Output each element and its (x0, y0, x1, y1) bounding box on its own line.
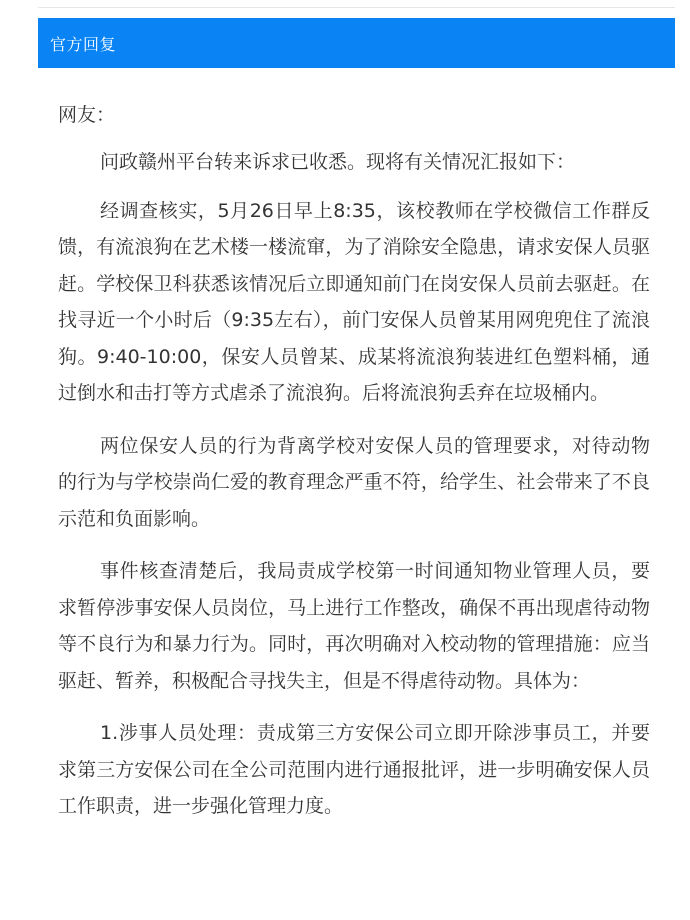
reply-paragraph-item-1: 1.涉事人员处理：责成第三方安保公司立即开除涉事员工，并要求第三方安保公司在全公司范围内进行通报批评，进一步明确安保人员工作职责，进一步强化管理力度。 (58, 722, 650, 817)
official-reply-header (38, 18, 675, 68)
official-reply-body (58, 96, 650, 841)
top-divider (38, 7, 675, 8)
salutation: 网友： (58, 104, 116, 126)
reply-paragraph-measures: 事件核查清楚后，我局责成学校第一时间通知物业管理人员，要求暂停涉事安保人员岗位，马上进行工作整改，确保不再出现虐待动物等不良行为和暴力行为。同时，再次明确对入校动物的管理措施：应当驱赶、暂养，积极配合寻找失主，但是不得虐待动物。具体为： (58, 560, 650, 692)
reply-paragraph-assessment: 两位保安人员的行为背离学校对安保人员的管理要求，对待动物的行为与学校崇尚仁爱的教育理念严重不符，给学生、社会带来了不良示范和负面影响。 (58, 434, 650, 530)
reply-paragraph-investigation: 经调查核实，5月26日早上8:35，该校教师在学校微信工作群反馈，有流浪狗在艺术楼一楼流窜，为了消除安全隐患，请求安保人员驱赶。学校保卫科获悉该情况后立即通知前门在岗安保人员前去驱赶。在找寻近一个小时后（9:35左右），前门安保人员曾某用网兜兜住了流浪狗。9:40-10:00，保安人员曾某、成某将流浪狗装进红色塑料桶，通过倒水和击打等方式虐杀了流浪狗。后将流浪狗丢弃在垃圾桶内。 (58, 199, 650, 404)
official-reply-title: 官方回复 (50, 34, 117, 54)
reply-paragraph-intro: 问政赣州平台转来诉求已收悉。现将有关情况汇报如下： (100, 151, 576, 173)
